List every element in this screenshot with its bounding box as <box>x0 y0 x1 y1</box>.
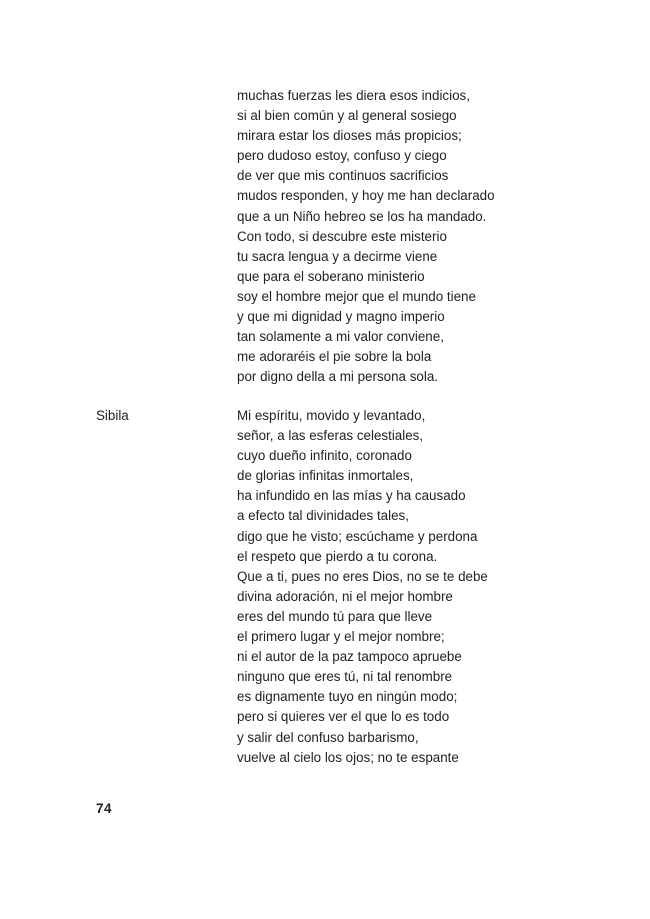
verse-stanza-1 <box>237 86 495 387</box>
page-number: 74 <box>96 801 113 816</box>
verse-line: pero dudoso estoy, confuso y ciego <box>237 148 447 164</box>
verse-line: digo que he visto; escúchame y perdona <box>237 528 478 544</box>
verse-line: me adoraréis el pie sobre la bola <box>237 349 432 365</box>
verse-line: ni el autor de la paz tampoco apruebe <box>237 649 462 665</box>
verse-line: eres del mundo tú para que lleve <box>237 608 433 624</box>
verse-line: mirara estar los dioses más propicios; <box>237 128 462 144</box>
verse-line: por digno della a mi persona sola. <box>237 369 438 385</box>
verse-line: el respeto que pierdo a tu corona. <box>237 548 438 564</box>
verse-line: vuelve al cielo los ojos; no te espante <box>237 749 459 765</box>
verse-line: soy el hombre mejor que el mundo tiene <box>237 288 476 304</box>
verse-line: a efecto tal divinidades tales, <box>237 508 409 524</box>
verse-line: muchas fuerzas les diera esos indicios, <box>237 88 470 103</box>
verse-line: y salir del confuso barbarismo, <box>237 729 419 745</box>
verse-line: pero si quieres ver el que lo es todo <box>237 709 450 725</box>
verse-line: mudos responden, y hoy me han declarado <box>237 188 495 204</box>
verse-line: de glorias infinitas inmortales, <box>237 468 414 484</box>
verse-line: ninguno que eres tú, ni tal renombre <box>237 669 453 685</box>
verse-line: si al bien común y al general sosiego <box>237 108 457 124</box>
verse-line: Mi espíritu, movido y levantado, <box>237 408 426 423</box>
verse-line: que a un Niño hebreo se los ha mandado. <box>237 208 487 224</box>
speaker-name: Sibila <box>96 408 129 423</box>
verse-line: el primero lugar y el mejor nombre; <box>237 629 445 645</box>
verse-line: cuyo dueño infinito, coronado <box>237 448 412 464</box>
verse-line: que para el soberano ministerio <box>237 268 425 284</box>
verse-line: divina adoración, ni el mejor hombre <box>237 588 453 604</box>
verse-line: y que mi dignidad y magno imperio <box>237 309 445 325</box>
verse-line: Con todo, si descubre este misterio <box>237 228 447 244</box>
verse-line: tu sacra lengua y a decirme viene <box>237 248 438 264</box>
verse-line: ha infundido en las mías y ha causado <box>237 488 466 504</box>
verse-stanza-2 <box>237 406 488 768</box>
verse-line: es dignamente tuyo en ningún modo; <box>237 689 458 705</box>
verse-line: de ver que mis continuos sacrificios <box>237 168 449 184</box>
verse-line: Que a ti, pues no eres Dios, no se te debe <box>237 568 488 584</box>
verse-line: señor, a las esferas celestiales, <box>237 428 424 444</box>
verse-line: tan solamente a mi valor conviene, <box>237 329 444 345</box>
